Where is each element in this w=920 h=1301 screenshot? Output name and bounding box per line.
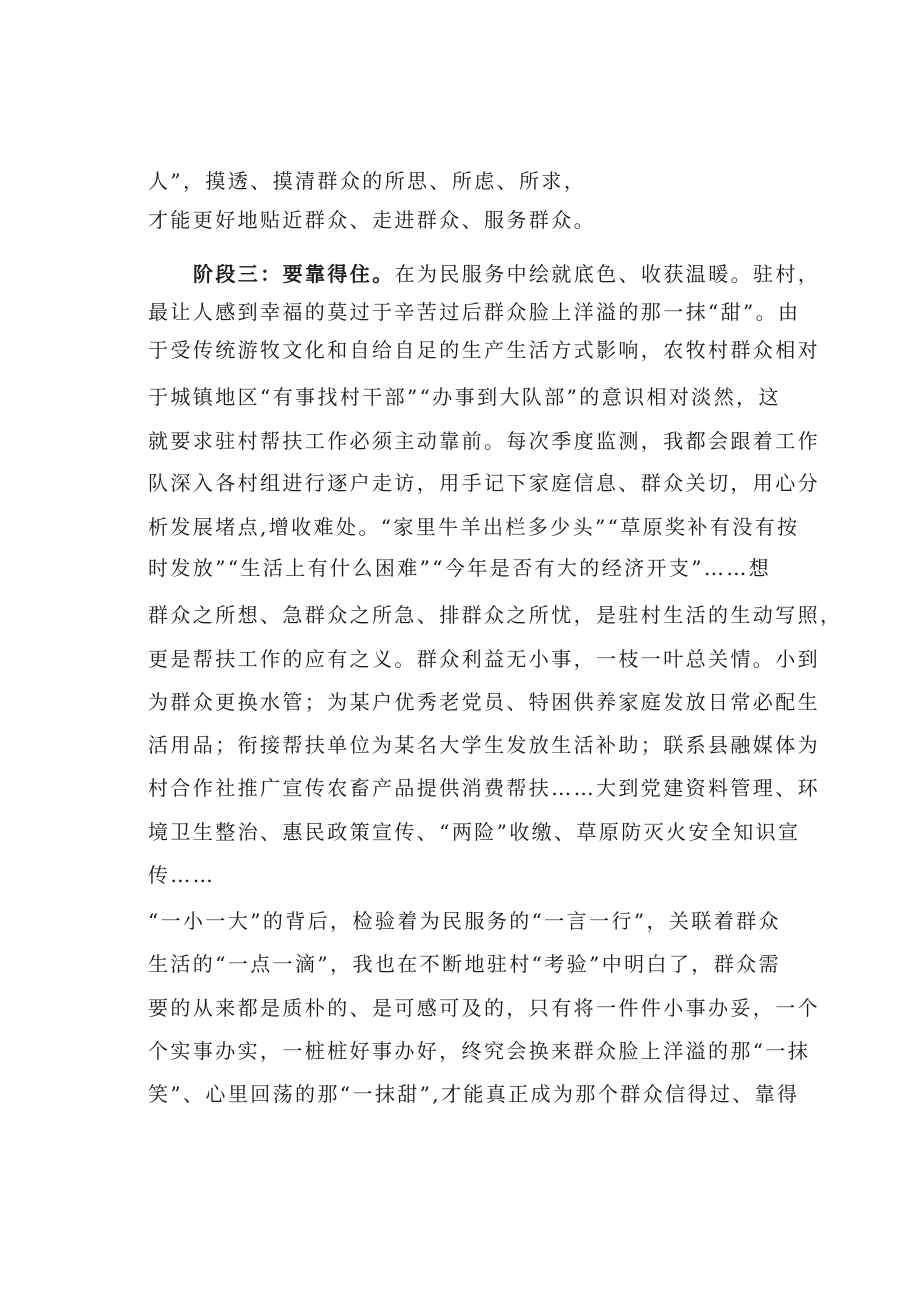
text-line: 村合作社推广宣传农畜产品提供消费帮扶……大到党建资料管理、环 bbox=[148, 776, 820, 800]
text-line: 更是帮扶工作的应有之义。群众利益无小事，一枝一叶总关情。小到 bbox=[148, 647, 820, 671]
text-line: 群众之所想、急群众之所急、排群众之所忧，是驻村生活的生动写照， bbox=[148, 603, 843, 627]
text-line: 时发放”“生活上有什么困难”“今年是否有大的经济开支”……想 bbox=[148, 556, 772, 580]
stage-three-paragraph-first-line bbox=[193, 262, 820, 286]
text-line: 就要求驻村帮扶工作必须主动靠前。每次季度监测，我都会跟着工作 bbox=[148, 429, 820, 453]
text-line: “一小一大”的背后，检验着为民服务的“一言一行”，关联着群众 bbox=[148, 909, 781, 933]
text-line: 队深入各村组进行逐户走访，用手记下家庭信息、群众关切，用心分 bbox=[148, 471, 820, 495]
text-line: 要的从来都是质朴的、是可感可及的，只有将一件件小事办妥，一个 bbox=[148, 996, 820, 1020]
text-line: 传…… bbox=[148, 863, 216, 887]
text-line: 生活的“一点一滴”，我也在不断地驻村“考验”中明白了，群众需 bbox=[148, 952, 781, 976]
text-line: 活用品；衔接帮扶单位为某名大学生发放生活补助；联系县融媒体为 bbox=[148, 733, 820, 757]
text-line: 最让人感到幸福的莫过于辛苦过后群众脸上洋溢的那一抹“甜”。由 bbox=[148, 300, 801, 324]
stage-three-intro: 在为民服务中绘就底色、收获温暖。驻村， bbox=[394, 262, 821, 286]
text-line: 析发展堵点,增收难处。“家里牛羊出栏多少头”“草原奖补有没有按 bbox=[148, 515, 800, 539]
text-line: 于城镇地区“有事找村干部”“办事到大队部”的意识相对淡然，这 bbox=[148, 385, 781, 409]
text-line: 人”，摸透、摸清群众的所思、所虑、所求， bbox=[148, 169, 587, 193]
text-line: 境卫生整治、惠民政策宣传、“两险”收缴、草原防灭火安全知识宣 bbox=[148, 820, 801, 844]
text-line: 于受传统游牧文化和自给自足的生产生活方式影响，农牧村群众相对 bbox=[148, 338, 820, 362]
text-line: 为群众更换水管；为某户优秀老党员、特困供养家庭发放日常必配生 bbox=[148, 690, 820, 714]
text-line: 个实事办实，一桩桩好事办好，终究会换来群众脸上洋溢的那“一抹 bbox=[148, 1039, 811, 1063]
text-line: 笑”、心里回荡的那“一抹甜”,才能真正成为那个群众信得过、靠得 bbox=[148, 1082, 800, 1106]
text-line: 才能更好地贴近群众、走进群众、服务群众。 bbox=[148, 208, 596, 232]
stage-three-heading: 阶段三：要靠得住。 bbox=[193, 262, 395, 286]
